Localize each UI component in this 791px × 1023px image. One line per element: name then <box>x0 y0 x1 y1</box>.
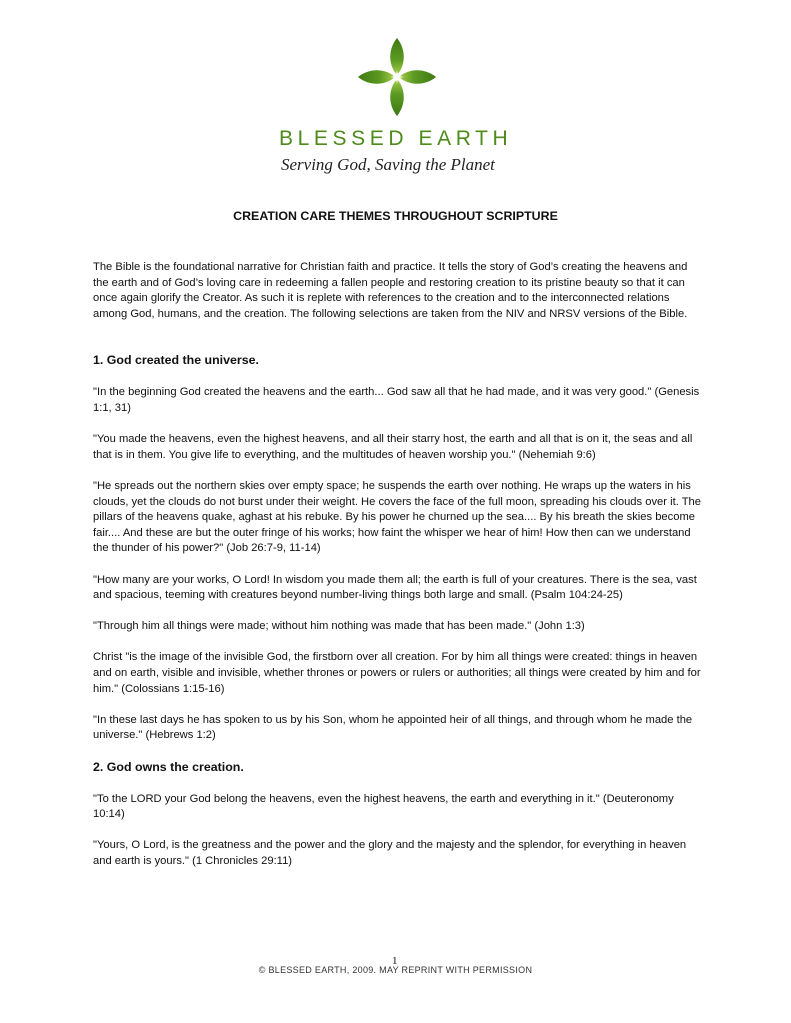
scripture-quote: "Through him all things were made; without him nothing was made that has been made." (John 1:3) <box>93 620 585 633</box>
section-heading: 2. God owns the creation. <box>93 759 244 774</box>
section-heading: 1. God created the universe. <box>93 353 259 368</box>
document-body <box>93 260 705 885</box>
scripture-quote: "In the beginning God created the heavens and the earth... God saw all that he had made, and it was very good." (Genesis 1:1, 31) <box>93 386 700 414</box>
scripture-quote: "To the LORD your God belong the heavens, even the highest heavens, the earth and everything in it." (Deuteronomy 10:14) <box>93 792 674 821</box>
scripture-quote: "You made the heavens, even the highest heavens, and all their starry host, the earth and all that is on it, the seas and all that is in them. You give life to everything, and the multitudes of heaven worship you." (Nehemiah 9:6) <box>93 433 693 461</box>
scripture-quote: "He spreads out the northern skies over empty space; he suspends the earth over nothing. He wraps up the waters in his clouds, yet the clouds do not burst under their weight. He covers the face of the full moon, spreading his clouds over it. The pillars of the heavens quake, aghast at his rebuke. By his power he churned up the sea.... By his breath the skies become fair.... And these are but the outer fringe of his works; how faint the whisper we hear of him! How then can we understand the thunder of his power?" (Job 26:7-9, 11-14) <box>93 479 701 555</box>
scripture-quote: "How many are your works, O Lord! In wisdom you made them all; the earth is full of your creatures. There is the sea, vast and spacious, teeming with creatures beyond number-living things both large and small. (Psalm 104:24-25) <box>93 573 697 602</box>
brand-tagline: Serving God, Saving the Planet <box>281 155 495 174</box>
intro-paragraph: The Bible is the foundational narrative for Christian faith and practice. It tells the story of God’s creating the heavens and the earth and of God’s loving care in redeeming a fallen people and restoring creation to its pristine beauty so that it can once again glorify the Creator. As such it is replete with references to the creation and to the interconnected relations among God, humans, and the creation. The following selections are taken from the NIV and NRSV versions of the Bible. <box>93 261 688 320</box>
page-title: CREATION CARE THEMES THROUGHOUT SCRIPTURE <box>233 209 558 223</box>
scripture-quote: "In these last days he has spoken to us by his Son, whom he appointed heir of all things, and through whom he made the universe." (Hebrews 1:2) <box>93 713 693 742</box>
scripture-quote: "Yours, O Lord, is the greatness and the power and the glory and the majesty and the splendor, for everything in heaven and earth is yours." (1 Chronicles 29:11) <box>93 839 687 867</box>
page-number: 1 <box>392 955 398 967</box>
brand-name: BLESSED EARTH <box>279 127 513 150</box>
four-leaf-cross-icon <box>357 37 437 117</box>
footer-copyright: © BLESSED EARTH, 2009. MAY REPRINT WITH PERMISSION <box>258 965 533 975</box>
scripture-quote: Christ "is the image of the invisible God, the firstborn over all creation. For by him all things were created: things in heaven and on earth, visible and invisible, whether thrones or powers or rulers or authorities; all things were created by him and for him." (Colossians 1:15-16) <box>93 651 701 695</box>
